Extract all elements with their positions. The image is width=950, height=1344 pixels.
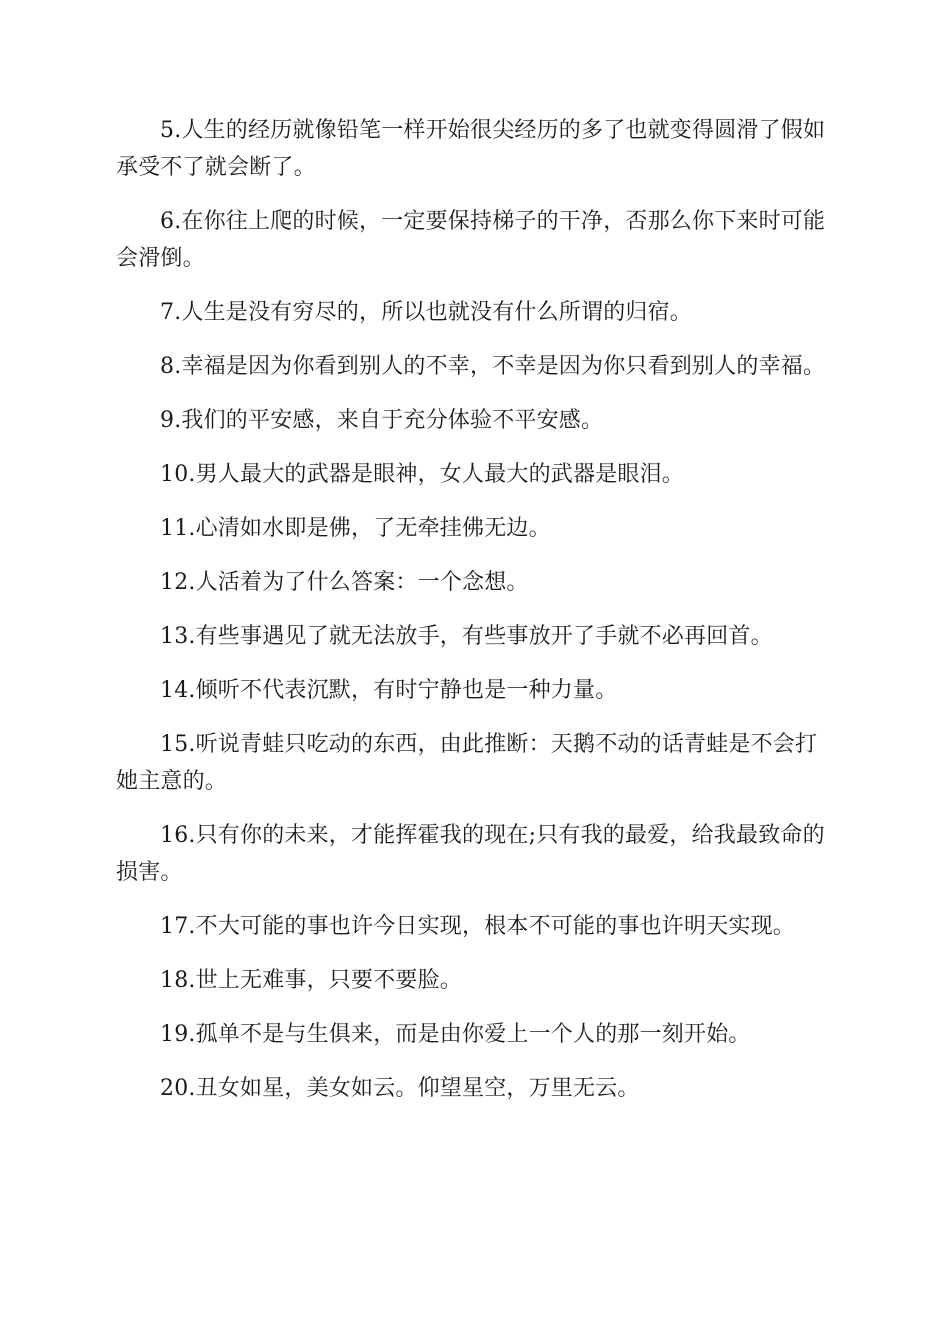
list-item: 16.只有你的未来，才能挥霍我的现在;只有我的最爱，给我最致命的损害。	[116, 823, 825, 885]
list-item: 8.幸福是因为你看到别人的不幸，不幸是因为你只看到别人的幸福。	[160, 354, 826, 379]
list-item: 10.男人最大的武器是眼神，女人最大的武器是眼泪。	[160, 462, 684, 487]
list-item: 11.心清如水即是佛，了无牵挂佛无边。	[160, 516, 551, 541]
list-item: 18.世上无难事，只要不要脸。	[160, 968, 462, 993]
list-item: 6.在你往上爬的时候，一定要保持梯子的干净，否那么你下来时可能会滑倒。	[116, 209, 826, 271]
list-item: 17.不大可能的事也许今日实现，根本不可能的事也许明天实现。	[160, 914, 795, 939]
list-item: 13.有些事遇见了就无法放手，有些事放开了手就不必再回首。	[160, 624, 773, 649]
list-item: 19.孤单不是与生俱来，而是由你爱上一个人的那一刻开始。	[160, 1022, 751, 1047]
list-item: 20.丑女如星，美女如云。仰望星空，万里无云。	[160, 1076, 640, 1101]
list-item: 9.我们的平安感，来自于充分体验不平安感。	[160, 408, 604, 433]
list-item: 7.人生是没有穷尽的，所以也就没有什么所谓的归宿。	[160, 300, 692, 325]
list-item: 15.听说青蛙只吃动的东西，由此推断：天鹅不动的话青蛙是不会打她主意的。	[116, 732, 818, 794]
list-item: 12.人活着为了什么答案：一个念想。	[160, 570, 529, 595]
list-item: 14.倾听不代表沉默，有时宁静也是一种力量。	[160, 678, 618, 703]
document-body	[116, 112, 836, 1124]
list-item: 5.人生的经历就像铅笔一样开始很尖经历的多了也就变得圆滑了假如承受不了就会断了。	[116, 118, 826, 180]
